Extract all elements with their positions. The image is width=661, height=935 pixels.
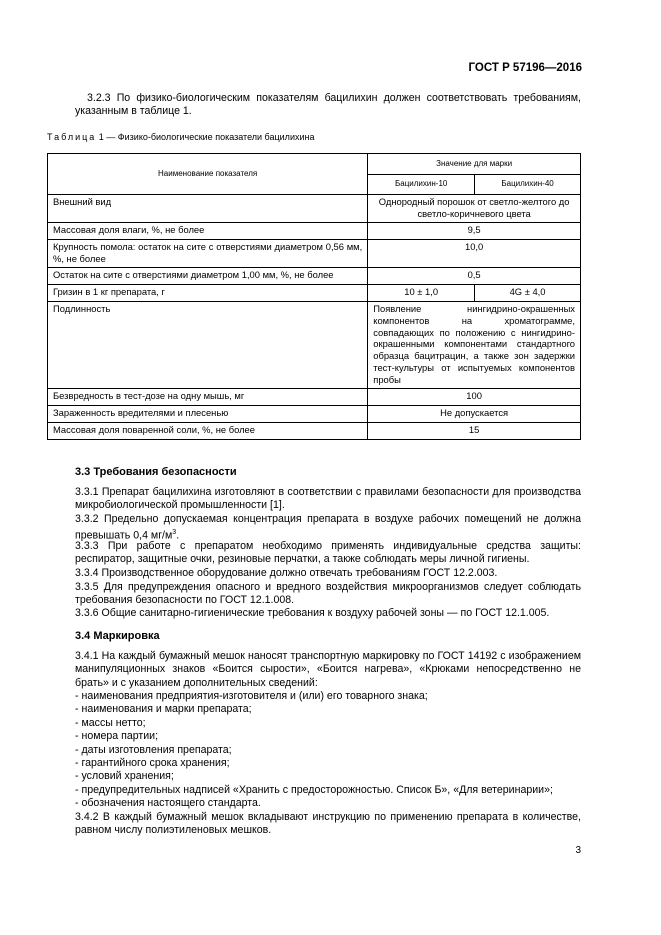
header-value: Значение для марки: [368, 154, 581, 175]
document-header-id: ГОСТ Р 57196—2016: [468, 62, 582, 74]
paragraph-3-2-3: 3.2.3 По физико-биологическим показателям бацилихин должен соответствовать требованиям, указанным в таблице 1.: [75, 92, 581, 118]
row-value: 100: [368, 388, 581, 405]
header-bacilikhin-40: Бацилихин-40: [475, 175, 581, 195]
row-name: Зараженность вредителями и плесенью: [48, 405, 368, 422]
paragraph-3-3-2-end: .: [176, 529, 180, 542]
section-3-4-title: 3.4 Маркировка: [75, 630, 160, 642]
list-item: - гарантийного срока хранения;: [75, 757, 230, 770]
row-value: 10,0: [368, 240, 581, 268]
paragraph-3-3-2: [75, 513, 581, 543]
row-value: Появление нингидрино-окрашенных компонентов на хроматограмме, совпадающих по положению с нингидрино-окрашенными компонентами стандартного образца бацитрацин, а также зон задержки тест-культуры от испытуемых компонентов пробы: [368, 302, 581, 389]
table-row: [48, 302, 581, 389]
list-item: - номера партии;: [75, 730, 159, 743]
row-value: 15: [368, 422, 581, 439]
table-caption: [47, 132, 314, 142]
marking-list: [75, 690, 581, 811]
table-header-row: [48, 154, 581, 175]
paragraph-3-4-1: 3.4.1 На каждый бумажный мешок наносят транспортную маркировку по ГОСТ 14192 с изображением манипуляционных знаков «Боится сырости», «Боится нагрева», «Крюками непосредственно не брать» и с указанием дополнительных сведений:: [75, 650, 581, 689]
row-name: Безвредность в тест-дозе на одну мышь, мг: [48, 388, 368, 405]
row-name: Внешний вид: [48, 195, 368, 223]
row-value-b10: 10 ± 1,0: [368, 285, 475, 302]
row-name: Подлинность: [48, 302, 368, 389]
list-item: - обозначения настоящего стандарта.: [75, 797, 261, 810]
table-row: [48, 388, 581, 405]
row-value: 0,5: [368, 268, 581, 285]
row-name: Гризин в 1 кг препарата, г: [48, 285, 368, 302]
row-name: Массовая доля влаги, %, не более: [48, 223, 368, 240]
paragraph-3-3-4: 3.3.4 Производственное оборудование должно отвечать требованиям ГОСТ 12.2.003.: [75, 567, 498, 579]
paragraph-3-3-3: 3.3.3 При работе с препаратом необходимо применять индивидуальные средства защиты: респиратор, защитные очки, резиновые перчатки, а также соблюдать меры личной гигиены.: [75, 540, 581, 566]
row-value: Однородный порошок от светло-желтого до светло-коричневого цвета: [368, 195, 581, 223]
list-item: - массы нетто;: [75, 716, 146, 729]
paragraph-3-3-5: 3.3.5 Для предупреждения опасного и вредного воздействия микроорганизмов следует соблюдать требования безопасности по ГОСТ 12.1.008.: [75, 581, 581, 607]
table-row: [48, 223, 581, 240]
row-value: Не допускается: [368, 405, 581, 422]
table-caption-text: 1 — Физико-биологические показатели бацилихина: [96, 132, 315, 142]
paragraph-3-3-6: 3.3.6 Общие санитарно-гигиенические требования к воздуху рабочей зоны — по ГОСТ 12.1.005.: [75, 607, 550, 619]
page-number: 3: [575, 845, 581, 856]
row-name: Крупность помола: остаток на сите с отверстиями диаметром 0,56 мм, %, не более: [48, 240, 368, 268]
table-row: [48, 285, 581, 302]
table-caption-prefix: Таблица: [47, 132, 97, 142]
header-indicator: Наименование показателя: [48, 154, 368, 195]
list-item: - наименования и марки препарата;: [75, 703, 252, 716]
row-name: Остаток на сите с отверстиями диаметром 1,00 мм, %, не более: [48, 268, 368, 285]
table-row: [48, 405, 581, 422]
list-item: - условий хранения;: [75, 770, 174, 783]
header-bacilikhin-10: Бацилихин-10: [368, 175, 475, 195]
table-row: [48, 268, 581, 285]
table-row: [48, 240, 581, 268]
row-value: 9,5: [368, 223, 581, 240]
list-item: - наименования предприятия-изготовителя и (или) его товарного знака;: [75, 690, 428, 702]
section-3-3-title: 3.3 Требования безопасности: [75, 466, 237, 478]
row-name: Массовая доля поваренной соли, %, не более: [48, 422, 368, 439]
table-row: [48, 422, 581, 439]
row-value-b40: 4G ± 4,0: [475, 285, 581, 302]
list-item: - предупредительных надписей «Хранить с предосторожностью. Список Б», «Для ветеринарии»;: [75, 783, 553, 796]
paragraph-3-4-2: 3.4.2 В каждый бумажный мешок вкладывают инструкцию по применению препарата в количестве, равном числу полиэтиленовых мешков.: [75, 811, 581, 837]
list-item: - даты изготовления препарата;: [75, 743, 232, 756]
paragraph-3-3-2-superscript: 3: [172, 529, 177, 537]
physico-biological-table: [47, 153, 581, 440]
table-row: [48, 195, 581, 223]
paragraph-3-3-1: 3.3.1 Препарат бацилихина изготовляют в соответствии с правилами безопасности для производства микробиологической промышленности [1].: [75, 486, 581, 512]
paragraph-3-3-2-text: 3.3.2 Предельно допускаемая концентрация препарата в воздухе рабочих помещений не должна превышать 0,4 мг/м: [75, 513, 581, 542]
